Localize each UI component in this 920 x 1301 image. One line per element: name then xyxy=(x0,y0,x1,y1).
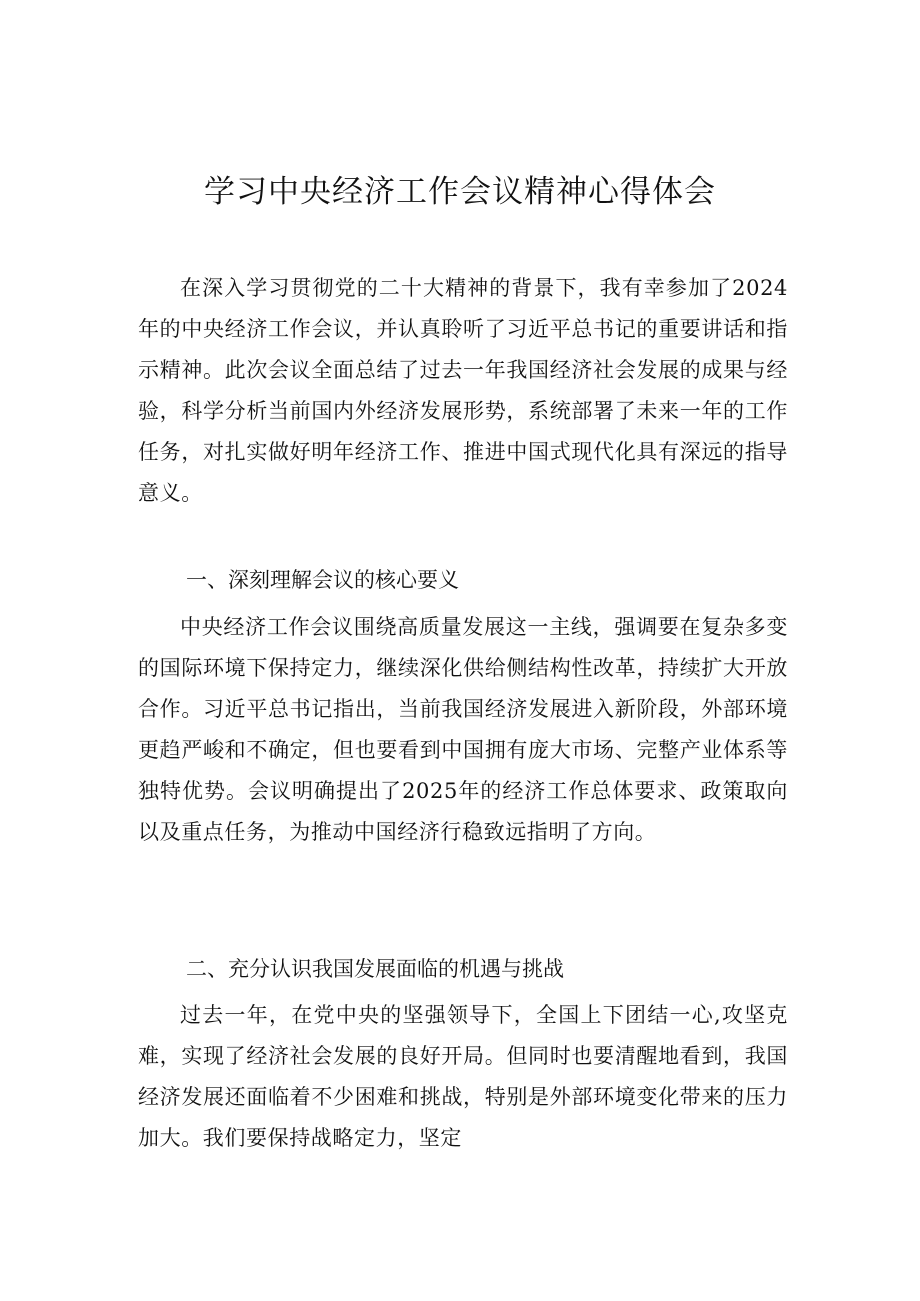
paragraph-intro: 在深入学习贯彻党的二十大精神的背景下，我有幸参加了2024年的中央经济工作会议，并认真聆听了习近平总书记的重要讲话和指示精神。此次会议全面总结了过去一年我国经济社会发展的成果与经验，科学分析当前国内外经济发展形势，系统部署了未来一年的工作任务，对扎实做好明年经济工作、推进中国式现代化具有深远的指导意义。 xyxy=(138,276,788,505)
document-title: 学习中央经济工作会议精神心得体会 xyxy=(204,174,716,210)
paragraph-section-1: 中央经济工作会议围绕高质量发展这一主线，强调要在复杂多变的国际环境下保持定力，继续深化供给侧结构性改革，持续扩大开放合作。习近平总书记指出，当前我国经济发展进入新阶段，外部环境更趋严峻和不确定，但也要看到中国拥有庞大市场、完整产业体系等独特优势。会议明确提出了2025年的经济工作总体要求、政策取向以及重点任务，为推动中国经济行稳致远指明了方向。 xyxy=(138,615,788,844)
section-heading-2: 二、充分认识我国发展面临的机遇与挑战 xyxy=(186,957,564,981)
paragraph-section-2: 过去一年，在党中央的坚强领导下，全国上下团结一心,攻坚克难，实现了经济社会发展的良好开局。但同时也要清醒地看到，我国经济发展还面临着不少困难和挑战，特别是外部环境变化带来的压力加大。我们要保持战略定力，坚定 xyxy=(138,1003,788,1150)
section-heading-1: 一、深刻理解会议的核心要义 xyxy=(186,568,459,592)
